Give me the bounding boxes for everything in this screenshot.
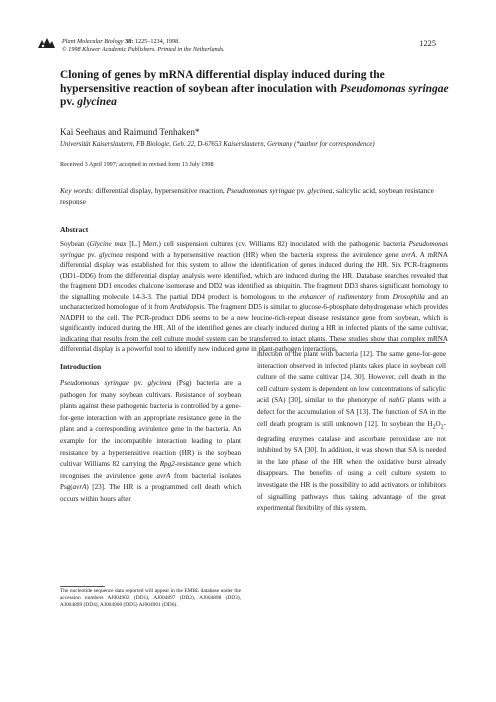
abstract-heading: Abstract — [60, 225, 89, 234]
received-date: Received 3 April 1997; accepted in revised form 13 July 1998 — [60, 161, 214, 168]
page-number: 1225 — [419, 39, 436, 48]
copyright-line: © 1998 Kluwer Academic Publishers. Printed in the Netherlands. — [62, 46, 225, 53]
abstract-italic: Glycine max — [89, 240, 127, 248]
abstract-text: and an uncharacterized homologue of it from — [60, 292, 448, 311]
keywords-text: differential display, hypersensitive reaction, — [93, 186, 227, 195]
authors: Kai Seehaus and Raimund Tenhaken* — [60, 127, 200, 137]
abstract-italic: Pseudomonas syringae — [60, 240, 448, 259]
title-pathovar: glycinea — [77, 96, 117, 108]
affiliation: Universität Kaiserslautern, FB Biologie, Geb. 22, D-67653 Kaiserslautern, Germany (*author for correspondence) — [60, 141, 375, 148]
intro-italic: avrA — [156, 471, 171, 480]
journal-name: Plant Molecular Biology — [62, 38, 124, 45]
journal-volume: 38: — [125, 38, 134, 45]
journal-pages: 1225–1234, 1998. — [134, 38, 180, 45]
intro-text: plants with a defect for the accumulation of SA [13]. The function of SA in the cell death program is still unknown [12]. In soybean the H — [257, 396, 447, 428]
journal-citation — [62, 38, 225, 54]
abstract-text: The fragment DD5 is similar to glucose-6-phosphate dehydrogenase which provides NADPH to the cell. The PCR-product DD6 seems to be a new leucine-rich-repeat disease resistance gene from soybean, which is significantly induced during the HR. All of the identified genes are clearly induced during a HR in infected plants of the same cultivar, indicating that results from the cell culture model system can be transferred to intact plants. These studies show that complex mRNA differential display is a powerful tool to identify new induced gene in plant-pathogen interactions. — [60, 303, 448, 353]
abstract-text: pv. — [84, 250, 99, 259]
footnote: The nucleotide sequence data reported will appear in the EMBL database under the accession numbers AJ004902 (DD1), AJ004897 (DD2), AJ004898 (DD3), AJ004899 (DD4), AJ004900 (DD5) AJ004901 (DD6). — [60, 588, 241, 609]
abstract-body — [60, 239, 448, 355]
keywords-text: pv. — [294, 186, 308, 195]
intro-text: O — [435, 419, 441, 428]
abstract-italic: Drosophila — [392, 292, 425, 301]
abstract-text: [L.] Merr.) cell suspension cultures (cv. Williams 82) inoculated with the pathogenic bacteria — [126, 240, 409, 248]
intro-text: -degrading enzymes catalase and ascorbate peroxidase are not inhibited by SA [30]. In addition, it was shown that SA is needed in the late phase of the HR when the oxidative burst already disappears. The benefits of using a cell culture system to investigate the HR is the possibility to add activators or inhibitors of signalling pathways thus taking advantage of the great experimental flexibility of this system. — [257, 419, 446, 513]
abstract-text: from — [372, 292, 393, 301]
intro-text: pv. — [128, 379, 148, 387]
keywords-text: , salicylic acid, soybean resistance response — [60, 186, 434, 206]
keywords — [60, 186, 450, 207]
abstract-italic: Arabidopsis. — [169, 303, 206, 311]
keywords-organism: Pseudomonas syringae — [226, 186, 295, 195]
introduction-heading: Introduction — [60, 362, 102, 371]
abstract-italic: glycinea — [98, 250, 123, 259]
title-main: Cloning of genes by mRNA differential display induced during the hypersensitive reaction of soybean after inoculation with — [60, 69, 385, 95]
intro-text: ) [23]. The HR is a programmed cell death which occurs within hours after — [60, 483, 241, 503]
introduction-column-left — [60, 378, 241, 506]
footnote-divider — [60, 586, 105, 587]
publisher-logo-icon — [36, 36, 56, 50]
article-title — [60, 69, 450, 110]
intro-text: infection of the plant with bacteria [12]. The same gene-for-gene interaction observed in infected plants takes place in soybean cell culture of the same cultivar [24, 30]. However, cell death in the cell culture system is dependent on low concentrations of salicylic acid (SA) [30], similar to the phenotype of — [257, 350, 446, 405]
intro-italic: avrA — [72, 483, 87, 492]
abstract-text: respond with a hypersensitive reaction (HR) when the bacteria express the avirulence gene — [122, 250, 402, 259]
intro-text: -resistance gene which recognises the avirulence gene — [60, 460, 241, 480]
intro-italic: glycinea — [147, 379, 172, 387]
title-organism: Pseudomonas syringae — [339, 82, 449, 95]
intro-subscript: 2 — [440, 423, 444, 430]
intro-italic: Rpg2 — [159, 460, 175, 469]
keywords-pathovar: glycinea — [307, 186, 333, 195]
abstract-text: Soybean ( — [60, 240, 90, 248]
intro-text: (Psg) bacteria are a pathogen for many soybean cultivars. Resistance of soybean plants against these pathogenic bacteria is controlled by a gene-for-gene interaction with an appropriate resistance gene in the plant and a corresponding avirulence gene in the bacteria. An example for the incompatible interaction leading to plant resistance by a hypersensitive reaction (HR) is the soybean cultivar Williams 82 carrying the — [60, 379, 241, 469]
abstract-italic: avrA — [401, 250, 416, 259]
keywords-label: Key words: — [60, 186, 94, 195]
intro-italic: Pseudomonas syringae — [60, 379, 129, 387]
title-pv: pv. — [60, 96, 78, 108]
intro-text: from bacterial isolates Psg( — [60, 471, 241, 492]
abstract-italic: enhancer of rudimentary — [299, 292, 373, 301]
section-divider — [60, 342, 445, 343]
abstract-text: . A mRNA differential display was established for this system to allow the identification of genes induced during the HR. Six PCR-fragments (DD1–DD6) from the differential display analysis were identified, which are induced during the HR. Database searches revealed that the fragment DD1 encodes chalcone isomerase and DD2 was identified as ubiquitin. The fragment DD3 shares significant homology to the signalling molecule 14-3-3. The partial DD4 product is homologous to the — [60, 250, 449, 301]
intro-italic: nahG — [388, 396, 405, 405]
intro-subscript: 2 — [432, 423, 436, 430]
introduction-column-right — [257, 349, 446, 515]
